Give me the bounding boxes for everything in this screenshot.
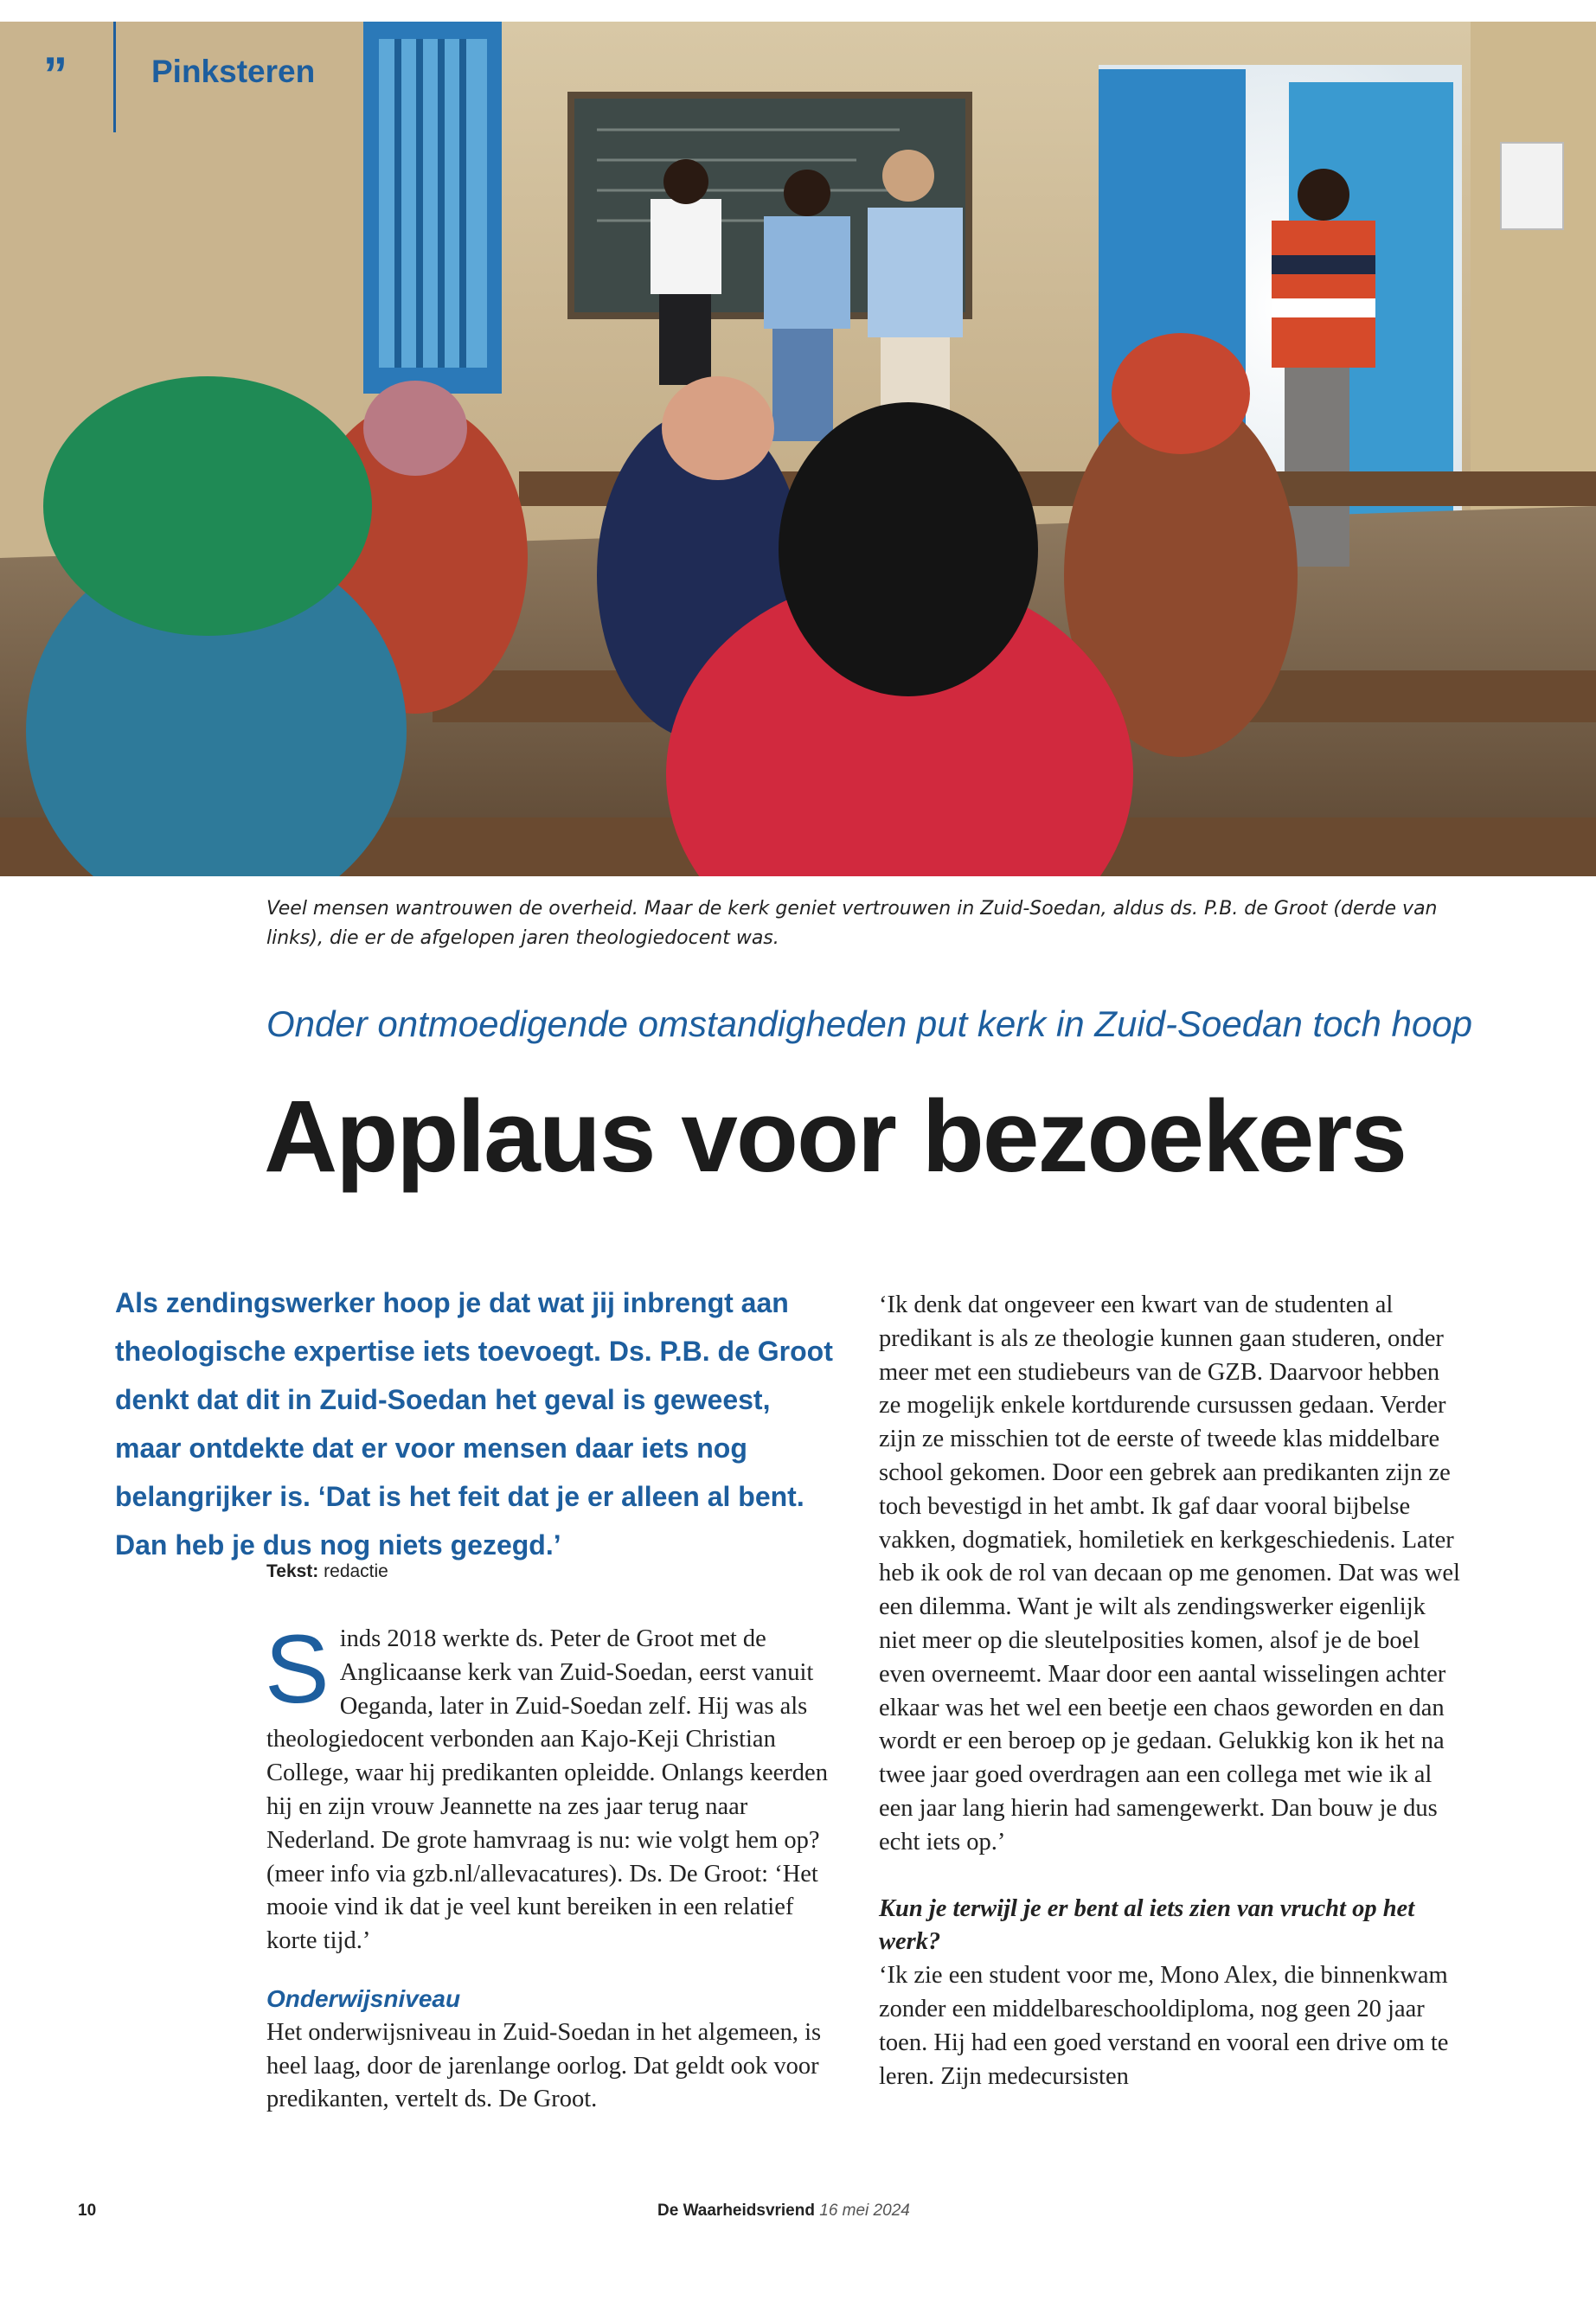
byline <box>266 1561 388 1582</box>
publication-date: 16 mei 2024 <box>819 2202 910 2220</box>
article-intro: Als zendingswerker hoop je dat wat jij inbrengt aan theologische expertise iets toevoegt. Ds. P.B. de Groot denkt dat dit in Zuid-Soedan het geval is geweest, maar ontdekte dat er voor mensen daar iets nog belangrijker is. ‘Dat is het feit dat je er alleen al bent. Dan heb je dus nog niets gezegd.’ <box>115 1287 833 1561</box>
dropcap: S <box>265 1615 330 1723</box>
column-right <box>879 1289 1463 2093</box>
article-headline: Applaus voor bezoekers <box>264 1080 1406 1194</box>
page-number: 10 <box>78 2202 97 2220</box>
section-divider <box>113 22 116 132</box>
paragraph-1-text: inds 2018 werkte ds. Peter de Groot met de Anglicaanse kerk van Zuid-Soedan, eerst vanuit Oeganda, later in Zuid-Soedan zelf. Hij was als theologiedocent verbonden aan Kajo-Keji Christian College, waar hij predikanten opleidde. Onlangs keerden hij en zijn vrouw Jeannette na zes jaar terug naar Nederland. De grote hamvraag is nu: wie volgt hem op? (meer info via gzb.nl/allevacatures). Ds. De Groot: ‘Het mooie vind ik dat je veel kunt bereiken in een relatief korte tijd.’ <box>266 1625 828 1955</box>
quote-icon: ” <box>43 47 67 101</box>
article-kicker: Onder ontmoedigende omstandigheden put kerk in Zuid-Soedan toch hoop <box>266 1003 1472 1044</box>
article-photo <box>0 22 1596 876</box>
paragraph-1 <box>265 1615 833 1958</box>
paragraph-3: ‘Ik denk dat ongeveer een kwart van de studenten al predikant is als ze theologie kunnen gaan studeren, onder meer met een studiebeurs van de GZB. Daarvoor hebben ze mogelijk enkele kortdurende cursussen gedaan. Verder zijn ze misschien tot de eerste of tweede klas middelbare school gekomen. Door een gebrek aan predikanten zijn ze toch bevestigd in het ambt. Ik gaf daar vooral bijbelse vakken, dogmatiek, homiletiek en kerkgeschiedenis. Later heb ik ook de rol van decaan op me genomen. Dat was wel een dilemma. Want je wilt als zendingswerker eigenlijk niet meer op die sleutelposities komen, alsof je de boel even overneemt. Maar door een aantal wisselingen achter elkaar was het wel een beetje een chaos geworden en dan wordt er een beroep op je gedaan. Gelukkig kon ik het na twee jaar goed overdragen aan een collega met wie ik al een jaar lang hierin had samengewerkt. Dan bouw je dus echt iets op.’ <box>879 1292 1460 1856</box>
byline-label: Tekst: <box>266 1561 319 1581</box>
subhead-onderwijsniveau: Onderwijsniveau <box>266 1984 461 2012</box>
footer-publication <box>657 2202 910 2221</box>
publication-name: De Waarheidsvriend <box>657 2202 815 2220</box>
question-1: Kun je terwijl je er bent al iets zien van vrucht op het werk? <box>879 1894 1415 1956</box>
column-left <box>265 1615 833 2117</box>
photo-caption: Veel mensen wantrouwen de overheid. Maar de kerk geniet vertrouwen in Zuid-Soedan, aldus ds. P.B. de Groot (derde van links), die er de afgelopen jaren theologiedocent was. <box>266 898 1438 949</box>
paragraph-4: ‘Ik zie een student voor me, Mono Alex, die binnenkwam zonder een middelbareschooldiploma, nog geen 20 jaar toen. Hij had een goed verstand en vooral een drive om te leren. Zijn medecursisten <box>879 1962 1449 2090</box>
classroom-photo-illustration <box>0 22 1596 876</box>
paragraph-2: Het onderwijsniveau in Zuid-Soedan in het algemeen, is heel laag, door de jarenlange oorlog. Dat geldt ook voor predikanten, vertelt ds. De Groot. <box>266 2018 822 2113</box>
section-label: Pinksteren <box>151 54 316 89</box>
byline-value: redactie <box>324 1561 388 1581</box>
